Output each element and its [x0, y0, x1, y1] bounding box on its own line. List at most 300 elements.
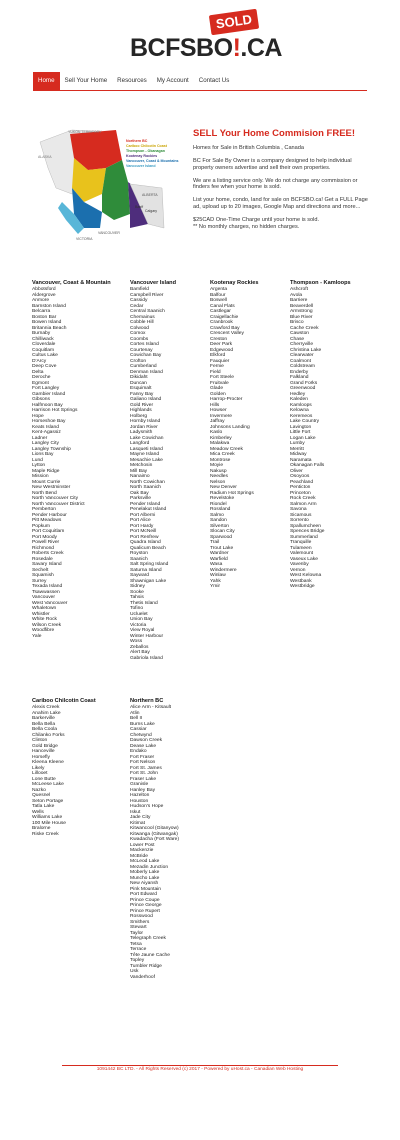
town-link[interactable]: Rock Creek	[290, 496, 316, 501]
town-link[interactable]: Hills	[210, 402, 220, 408]
town-link[interactable]: Chilliwack	[32, 336, 54, 342]
town-link[interactable]: Terrace	[130, 947, 147, 952]
town-link[interactable]: Sooke	[130, 589, 144, 595]
town-link[interactable]: Summerland	[290, 534, 318, 540]
town-link[interactable]: Sorrento	[290, 518, 309, 523]
town-link[interactable]: Dawson Creek	[130, 738, 163, 743]
town-link[interactable]: Edgewood	[210, 347, 234, 353]
town-link[interactable]: Spences Bridge	[290, 529, 325, 534]
town-link[interactable]: Chetwynd	[130, 732, 152, 738]
town-link[interactable]: Rosswood	[130, 914, 153, 919]
town-link[interactable]: Osoyoos	[290, 474, 310, 479]
town-link[interactable]: Canal Flats	[210, 303, 235, 309]
town-link[interactable]: Saanich	[130, 556, 148, 562]
town-link[interactable]: Barnston Island	[32, 303, 66, 309]
town-link[interactable]: Barriere	[290, 298, 308, 303]
town-link[interactable]: Ladysmith	[130, 430, 153, 435]
town-link[interactable]: McLeod Lake	[130, 859, 160, 864]
town-link[interactable]: Houston	[130, 798, 149, 804]
town-link[interactable]: Naramata	[290, 457, 312, 463]
town-link[interactable]: Likely	[32, 765, 45, 771]
town-link[interactable]: Kwadacha (Fort Ware)	[130, 837, 180, 842]
town-link[interactable]: Trail	[210, 540, 220, 545]
town-link[interactable]: Radium Hot Springs	[210, 490, 254, 496]
town-link[interactable]: Langley Township	[32, 446, 71, 452]
town-link[interactable]: Kaleden	[290, 397, 308, 402]
town-link[interactable]: Rosedale	[32, 556, 53, 562]
town-link[interactable]: Sicamous	[290, 512, 312, 518]
town-link[interactable]: Peachland	[290, 479, 314, 485]
town-link[interactable]: Granisle	[130, 782, 149, 787]
town-link[interactable]: Deer Park	[210, 342, 233, 347]
town-link[interactable]: Lasqueti Island	[130, 446, 163, 452]
town-link[interactable]: Mission	[32, 474, 49, 479]
town-link[interactable]: Tête Jaune Cache	[130, 952, 170, 958]
town-link[interactable]: Prince George	[130, 903, 162, 908]
town-link[interactable]: Windermere	[210, 567, 237, 573]
town-link[interactable]: Ucluelet	[130, 611, 148, 617]
town-link[interactable]: Penticton	[290, 485, 311, 490]
town-link[interactable]: Hope	[32, 413, 44, 419]
town-link[interactable]: Qualicum Beach	[130, 545, 166, 551]
town-link[interactable]: Chemainus	[130, 314, 155, 320]
town-link[interactable]: Cedar	[130, 303, 144, 309]
town-link[interactable]: Ladner	[32, 435, 48, 441]
town-link[interactable]: McBride	[130, 853, 148, 859]
town-link[interactable]: New Denver	[210, 485, 237, 490]
town-link[interactable]: Fraser Lake	[130, 776, 157, 782]
town-link[interactable]: New Westminster	[32, 485, 71, 490]
town-link[interactable]: Kamloops	[290, 402, 312, 408]
town-link[interactable]: Gabriola Island	[130, 655, 163, 661]
town-link[interactable]: North Vancouver City	[32, 496, 79, 501]
region-heading[interactable]: Thompson - Kamloops	[290, 280, 351, 286]
town-link[interactable]: Keremeos	[290, 413, 313, 419]
town-link[interactable]: Powell River	[32, 540, 60, 545]
town-link[interactable]: Nazko	[32, 787, 46, 793]
town-link[interactable]: Gibsons	[32, 397, 50, 402]
town-link[interactable]: Hanceville	[32, 749, 55, 754]
town-link[interactable]: Vancouver	[32, 595, 56, 600]
town-link[interactable]: Keats Island	[32, 424, 59, 430]
town-link[interactable]: Slocan City	[210, 529, 235, 534]
town-link[interactable]: Central Saanich	[130, 309, 165, 314]
town-link[interactable]: Nelson	[210, 479, 226, 485]
bc-region-map[interactable]	[32, 124, 188, 246]
town-link[interactable]: Iskut	[130, 809, 141, 815]
town-link[interactable]: Fort Steele	[210, 375, 234, 380]
region-heading[interactable]: Cariboo Chilcotin Coast	[32, 698, 96, 704]
town-link[interactable]: Belcarra	[32, 309, 51, 314]
town-link[interactable]: Abbotsford	[32, 287, 56, 292]
town-link[interactable]: Burnaby	[32, 331, 51, 336]
town-link[interactable]: North Cowichan	[130, 479, 165, 485]
town-link[interactable]: Merritt	[290, 446, 304, 452]
town-link[interactable]: Craigellachie	[210, 314, 239, 320]
town-link[interactable]: Gold River	[130, 402, 154, 408]
town-link[interactable]: Fernie	[210, 364, 224, 369]
town-link[interactable]: Warfield	[210, 556, 228, 562]
town-link[interactable]: Topley	[130, 958, 145, 963]
nav-sell-your-home[interactable]: Sell Your Home	[64, 77, 108, 84]
town-link[interactable]: Christina Lake	[290, 347, 322, 353]
town-link[interactable]: North Saanich	[130, 485, 161, 490]
site-logo[interactable]	[130, 11, 282, 68]
town-link[interactable]: Pender Harbour	[32, 512, 67, 518]
town-link[interactable]: Galiano Island	[130, 397, 162, 402]
town-link[interactable]: Westbridge	[290, 584, 315, 589]
town-link[interactable]: Tatla Lake	[32, 804, 55, 809]
town-link[interactable]: Texada Island	[32, 584, 63, 589]
town-link[interactable]: Sparwood	[210, 534, 233, 540]
town-link[interactable]: Armstrong	[290, 309, 313, 314]
town-link[interactable]: Elkford	[210, 353, 226, 358]
town-link[interactable]: Port Edward	[130, 892, 157, 897]
town-link[interactable]: Crawford Bay	[210, 325, 240, 331]
town-link[interactable]: Fort Nelson	[130, 760, 156, 765]
town-link[interactable]: Fort Langley	[32, 386, 60, 391]
town-link[interactable]: Oak Bay	[130, 490, 149, 496]
town-link[interactable]: Cumberland	[130, 364, 157, 369]
town-link[interactable]: Wardner	[210, 551, 229, 556]
town-link[interactable]: Lake Country	[290, 419, 320, 424]
town-link[interactable]: Union Bay	[130, 617, 153, 622]
town-link[interactable]: Whistler	[32, 611, 50, 617]
town-link[interactable]: Prince Rupert	[130, 908, 160, 914]
town-link[interactable]: Midway	[290, 452, 307, 457]
town-link[interactable]: Aldergrove	[32, 292, 56, 298]
town-link[interactable]: Port McNeill	[130, 529, 157, 534]
town-link[interactable]: Harrop-Procter	[210, 397, 243, 402]
town-link[interactable]: Crofton	[130, 358, 147, 364]
town-link[interactable]: West Vancouver	[32, 600, 68, 606]
town-link[interactable]: Bell II	[130, 716, 143, 721]
town-link[interactable]: Vernon	[290, 567, 306, 573]
town-link[interactable]: Courtenay	[130, 347, 153, 353]
town-link[interactable]: Tranquille	[290, 540, 312, 545]
town-link[interactable]: Cortes Island	[130, 342, 159, 347]
town-link[interactable]: Barkerville	[32, 716, 55, 721]
town-link[interactable]: Kelowna	[290, 408, 309, 413]
town-link[interactable]: Hedley	[290, 391, 306, 397]
town-link[interactable]: Bralorne	[32, 826, 51, 831]
region-heading[interactable]: Kootenay Rockies	[210, 280, 259, 286]
town-link[interactable]: Chase	[290, 336, 305, 342]
town-link[interactable]: Pink Mountain	[130, 886, 161, 892]
town-link[interactable]: Alert Bay	[130, 650, 150, 655]
town-link[interactable]: Squamish	[32, 573, 54, 578]
town-link[interactable]: Denman Island	[130, 369, 163, 375]
town-link[interactable]: Stewart	[130, 925, 147, 930]
town-link[interactable]: Mill Bay	[130, 468, 148, 474]
town-link[interactable]: Kaslo	[210, 430, 223, 435]
town-link[interactable]: Vavenby	[290, 562, 309, 567]
nav-my-account[interactable]: My Account	[156, 77, 189, 84]
town-link[interactable]: Tofino	[130, 606, 144, 611]
nav-home[interactable]: Home	[33, 72, 60, 90]
town-link[interactable]: Lower Post	[130, 842, 155, 848]
town-link[interactable]: Silverton	[210, 523, 230, 529]
town-link[interactable]: Tumbler Ridge	[130, 963, 162, 969]
town-link[interactable]: Fort St. James	[130, 765, 162, 771]
town-link[interactable]: Crescent Valley	[210, 331, 244, 336]
town-link[interactable]: Yale	[32, 633, 42, 639]
town-link[interactable]: Vanderhoof	[130, 974, 155, 980]
town-link[interactable]: Cloverdale	[32, 342, 56, 347]
town-link[interactable]: Langford	[130, 441, 150, 446]
town-link[interactable]: Seton Portage	[32, 798, 64, 804]
town-link[interactable]: Wilson Creek	[32, 622, 62, 628]
town-link[interactable]: Sidney	[130, 584, 145, 589]
town-link[interactable]: Harrison Hot Springs	[32, 408, 78, 413]
town-link[interactable]: Campbell River	[130, 292, 164, 298]
town-link[interactable]: Lavington	[290, 424, 312, 430]
town-link[interactable]: Roberts Creek	[32, 551, 64, 556]
town-link[interactable]: Popkum	[32, 523, 50, 529]
town-link[interactable]: Coldstream	[290, 364, 316, 369]
town-link[interactable]: Gold Bridge	[32, 743, 58, 749]
town-link[interactable]: Nakusp	[210, 468, 227, 474]
town-link[interactable]: Hanley Bay	[130, 787, 156, 793]
town-link[interactable]: Savary Island	[32, 562, 62, 567]
town-link[interactable]: Zeballos	[130, 644, 149, 650]
town-link[interactable]: D'Arcy	[32, 358, 47, 364]
town-link[interactable]: Usk	[130, 969, 139, 974]
town-link[interactable]: North Bend	[32, 490, 57, 496]
town-link[interactable]: Nanaimo	[130, 474, 150, 479]
town-link[interactable]: 100 Mile House	[32, 820, 66, 826]
town-link[interactable]: Smithers	[130, 919, 150, 925]
town-link[interactable]: Mayne Island	[130, 452, 160, 457]
nav-contact-us[interactable]: Contact Us	[198, 77, 230, 84]
town-link[interactable]: Kitwancool (Gitanyow)	[130, 826, 179, 831]
town-link[interactable]: Williams Lake	[32, 815, 63, 820]
town-link[interactable]: Winlaw	[210, 573, 226, 578]
town-link[interactable]: Maple Ridge	[32, 468, 60, 474]
town-link[interactable]: Grand Forks	[290, 380, 318, 386]
town-link[interactable]: Quesnel	[32, 793, 51, 798]
town-link[interactable]: Highlands	[130, 408, 152, 413]
town-link[interactable]: Woodfibre	[32, 628, 55, 633]
town-link[interactable]: Johnsons Landing	[210, 424, 250, 430]
town-link[interactable]: Telegraph Creek	[130, 936, 166, 941]
town-link[interactable]: Mezadin Junction	[130, 864, 169, 870]
town-link[interactable]: Whaletown	[32, 606, 57, 611]
town-link[interactable]: Tulameen	[290, 545, 312, 551]
town-link[interactable]: Sandon	[210, 518, 227, 523]
town-link[interactable]: Savona	[290, 507, 307, 512]
town-link[interactable]: Coquitlam	[32, 347, 55, 353]
town-link[interactable]: Brisco	[290, 320, 304, 325]
town-link[interactable]: Metchosin	[130, 463, 153, 468]
town-link[interactable]: Atlin	[130, 710, 140, 716]
town-link[interactable]: Field	[210, 369, 221, 375]
town-link[interactable]: Rossland	[210, 507, 231, 512]
town-link[interactable]: Fauquier	[210, 358, 230, 364]
town-link[interactable]: Salmo	[210, 512, 224, 518]
town-link[interactable]: Bamfield	[130, 287, 150, 292]
town-link[interactable]: Wasa	[210, 562, 223, 567]
town-link[interactable]: Parksville	[130, 496, 151, 501]
town-link[interactable]: Boston Bar	[32, 314, 57, 320]
town-link[interactable]: Vaseux Lake	[290, 556, 318, 562]
town-link[interactable]: Yahk	[210, 578, 221, 584]
town-link[interactable]: Cowichan Bay	[130, 353, 162, 358]
town-link[interactable]: Langley City	[32, 441, 59, 446]
town-link[interactable]: Montrose	[210, 457, 231, 463]
town-link[interactable]: McLeese Lake	[32, 782, 64, 787]
town-link[interactable]: Balfour	[210, 292, 226, 298]
town-link[interactable]: Victoria	[130, 622, 147, 628]
town-link[interactable]: Thetis Island	[130, 600, 158, 606]
town-link[interactable]: Surrey	[32, 578, 47, 584]
region-heading[interactable]: Vancouver Island	[130, 280, 177, 286]
town-link[interactable]: Port Coquitlam	[32, 529, 65, 534]
town-link[interactable]: Cultus Lake	[32, 353, 58, 358]
town-link[interactable]: Hazelton	[130, 793, 150, 798]
town-link[interactable]: Cassiar	[130, 727, 147, 732]
town-link[interactable]: Delta	[32, 369, 44, 375]
town-link[interactable]: Valemount	[290, 551, 314, 556]
nav-resources[interactable]: Resources	[117, 77, 147, 84]
town-link[interactable]: Jordan River	[130, 424, 158, 430]
town-link[interactable]: Penelakut Island	[130, 507, 167, 512]
town-link[interactable]: Riske Creek	[32, 831, 59, 837]
town-link[interactable]: Port Hardy	[130, 523, 154, 529]
town-link[interactable]: Trout Lake	[210, 545, 234, 551]
town-link[interactable]: Hudson's Hope	[130, 804, 164, 809]
town-link[interactable]: Beaverdell	[290, 303, 314, 309]
town-link[interactable]: Spallumcheen	[290, 523, 321, 529]
town-link[interactable]: West Kelowna	[290, 573, 322, 578]
town-link[interactable]: Kleena Kleene	[32, 760, 64, 765]
town-link[interactable]: Burns Lake	[130, 721, 155, 727]
town-link[interactable]: Deroche	[32, 375, 51, 380]
town-link[interactable]: Blue River	[290, 314, 313, 320]
town-link[interactable]: Fort Fraser	[130, 754, 155, 760]
town-link[interactable]: Royston	[130, 551, 148, 556]
town-link[interactable]: View Royal	[130, 628, 155, 633]
town-link[interactable]: Avola	[290, 292, 303, 298]
town-link[interactable]: Creston	[210, 336, 228, 342]
town-link[interactable]: Taylor	[130, 930, 144, 936]
town-link[interactable]: Greenwood	[290, 386, 316, 391]
town-link[interactable]: Bowen Island	[32, 320, 62, 325]
town-link[interactable]: Little Fort	[290, 430, 311, 435]
town-link[interactable]: Mount Currie	[32, 479, 61, 485]
town-link[interactable]: Malakwa	[210, 441, 230, 446]
town-link[interactable]: Cobble Hill	[130, 320, 154, 325]
town-link[interactable]: Alexis Creek	[32, 705, 60, 710]
town-link[interactable]: Pender Island	[130, 501, 161, 507]
town-link[interactable]: Port Alice	[130, 518, 151, 523]
town-link[interactable]: Port Renfrew	[130, 534, 159, 540]
town-link[interactable]: Golden	[210, 391, 226, 397]
town-link[interactable]: Okanagan Falls	[290, 463, 325, 468]
town-link[interactable]: Cache Creek	[290, 325, 319, 331]
town-link[interactable]: Duncan	[130, 380, 147, 386]
town-link[interactable]: Boswell	[210, 298, 227, 303]
town-link[interactable]: Quadra Island	[130, 540, 161, 545]
town-link[interactable]: Tsawwassen	[32, 589, 60, 595]
region-heading[interactable]: Northern BC	[130, 698, 164, 704]
town-link[interactable]: Oliver	[290, 468, 303, 474]
town-link[interactable]: Comox	[130, 331, 146, 336]
town-link[interactable]: Winter Harbour	[130, 633, 164, 639]
town-link[interactable]: Prince Coupe	[130, 897, 160, 903]
town-link[interactable]: Coalmont	[290, 358, 311, 364]
town-link[interactable]: Gambier Island	[32, 391, 66, 397]
town-link[interactable]: Lund	[32, 457, 43, 463]
town-link[interactable]: Glade	[210, 386, 224, 391]
town-link[interactable]: Cranbrook	[210, 320, 233, 325]
town-link[interactable]: Clinton	[32, 738, 48, 743]
town-link[interactable]: Pitt Meadows	[32, 518, 62, 523]
town-link[interactable]: Moberly Lake	[130, 870, 160, 875]
town-link[interactable]: White Rock	[32, 617, 58, 622]
town-link[interactable]: Argenta	[210, 287, 228, 292]
town-link[interactable]: Castlegar	[210, 309, 231, 314]
town-link[interactable]: Riondel	[210, 501, 227, 507]
town-link[interactable]: Logan Lake	[290, 435, 316, 441]
town-link[interactable]: Port Alberni	[130, 512, 156, 518]
town-link[interactable]: Kent-Agassiz	[32, 430, 61, 435]
town-link[interactable]: Lytton	[32, 463, 46, 468]
town-link[interactable]: Sechelt	[32, 567, 49, 573]
town-link[interactable]: Lake Cowichan	[130, 435, 164, 441]
town-link[interactable]: Richmond	[32, 545, 55, 551]
town-link[interactable]: Kitwanga (Gitwangak)	[130, 831, 178, 837]
town-link[interactable]: Halfmoon Bay	[32, 402, 63, 408]
town-link[interactable]: Shawnigan Lake	[130, 578, 167, 584]
town-link[interactable]: Pemberton	[32, 507, 56, 512]
town-link[interactable]: Port Moody	[32, 534, 58, 540]
town-link[interactable]: Colwood	[130, 325, 150, 331]
town-link[interactable]: Fruitvale	[210, 380, 229, 386]
town-link[interactable]: Howser	[210, 408, 227, 413]
town-link[interactable]: Sayward	[130, 573, 150, 578]
town-link[interactable]: Horseshoe Bay	[32, 419, 66, 424]
town-link[interactable]: Deep Cove	[32, 364, 57, 369]
town-link[interactable]: Lone Butte	[32, 776, 56, 782]
town-link[interactable]: Woss	[130, 639, 143, 644]
town-link[interactable]: Lions Bay	[32, 452, 54, 457]
town-link[interactable]: Cawston	[290, 331, 310, 336]
town-link[interactable]: Cherryville	[290, 342, 314, 347]
town-link[interactable]: Lillooet	[32, 771, 48, 776]
town-link[interactable]: North Vancouver District	[32, 501, 85, 507]
town-link[interactable]: Meadow Creek	[210, 446, 243, 452]
town-link[interactable]: Clearwater	[290, 353, 314, 358]
town-link[interactable]: Falkland	[290, 375, 309, 380]
town-link[interactable]: Egmont	[32, 380, 49, 386]
town-link[interactable]: Bella Coola	[32, 727, 58, 732]
town-link[interactable]: Hornby Island	[130, 419, 161, 424]
town-link[interactable]: Alice Arm - Kitsault	[130, 705, 172, 710]
town-link[interactable]: Horsefly	[32, 754, 50, 760]
town-link[interactable]: Jaffray	[210, 419, 225, 424]
town-link[interactable]: Salmon Arm	[290, 501, 317, 507]
town-link[interactable]: Moyie	[210, 463, 224, 468]
town-link[interactable]: Cassidy	[130, 298, 148, 303]
town-link[interactable]: Revelstoke	[210, 496, 235, 501]
town-link[interactable]: Tetsa	[130, 941, 142, 947]
town-link[interactable]: Invermere	[210, 413, 233, 419]
town-link[interactable]: Coombs	[130, 336, 149, 342]
town-link[interactable]: Mesachie Lake	[130, 457, 163, 463]
town-link[interactable]: New Aiyansh	[130, 881, 159, 886]
town-link[interactable]: Saturna Island	[130, 567, 162, 573]
